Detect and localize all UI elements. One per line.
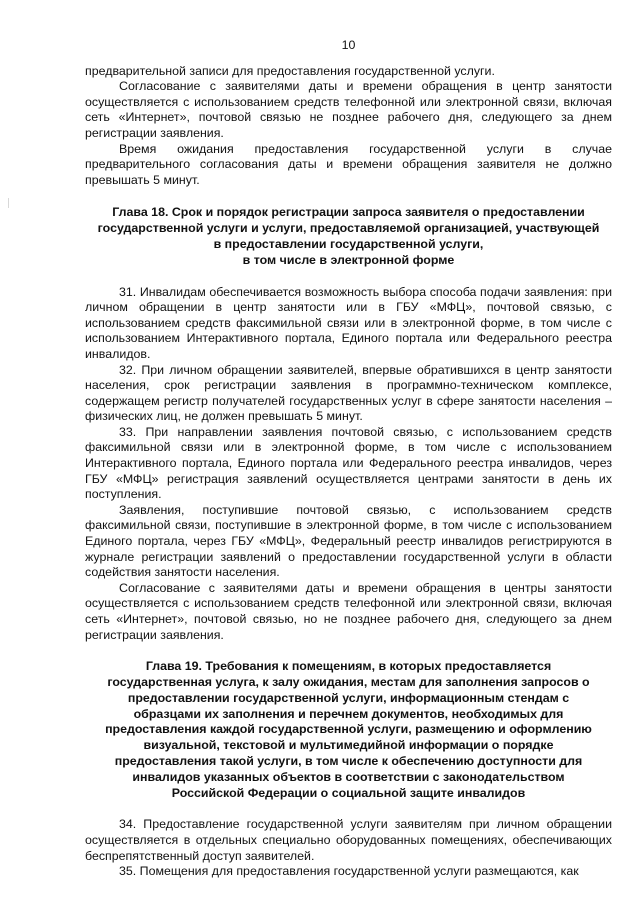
chapter-18-heading-line: в том числе в электронной форме	[242, 252, 455, 267]
paragraph-31: 31. Инвалидам обеспечивается возможность выбора способа подачи заявления: при личном обращении в центр занятости или в ГБУ «МФЦ», почтовой связью, с использованием средств факсимильной связи или в электронной форме, в том числе с использованием Интерактивного портала, Единого портала или Федерального реестра инвалидов.	[85, 284, 612, 361]
document-page	[85, 38, 612, 880]
margin-mark	[8, 198, 9, 208]
paragraph-33: 33. При направлении заявления почтовой связью, с использованием средств факсимильной связи или в электронной форме, в том числе с использованием Интерактивного портала, Единого портала или Федерального реестра инвалидов, через ГБУ «МФЦ» регистрация заявлений осуществляется центрами занятости в день их поступления.	[85, 424, 612, 502]
paragraph-agreement: Согласование с заявителями даты и времени обращения в центр занятости осуществляется с использованием средств телефонной или электронной связи, включая сеть «Интернет», почтовой связью не позднее рабочего дня, следующего за днем регистрации заявления.	[85, 79, 612, 140]
chapter-18-body	[85, 285, 612, 644]
paragraph-agreement-centers: Согласование с заявителями даты и времени обращения в центры занятости осуществляется с использованием средств телефонной или электронной связи, включая сеть «Интернет», почтовой связью, но не позднее рабочего дня, следующего за днем регистрации заявления.	[85, 580, 612, 642]
chapter-18-heading-line: государственной услуги и услуги, предоставляемой организацией, участвующей	[97, 221, 600, 236]
chapter-18-heading	[85, 205, 612, 268]
top-section	[85, 64, 612, 189]
chapter-18-heading-line: Глава 18. Срок и порядок регистрации запроса заявителя о предоставлении	[112, 205, 585, 220]
page-number: 10	[341, 38, 356, 52]
paragraph-registration: Заявления, поступившие почтовой связью, с использованием средств факсимильной связи, поступившие в электронной форме, в том числе с использованием Единого портала, через ГБУ «МФЦ», Федеральный реестр инвалидов регистрируются в журнале регистрации заявлений о предоставлении государственной услуги в области содействия занятости населения.	[85, 502, 612, 580]
paragraph-continuation: предварительной записи для предоставления государственной услуги.	[85, 63, 495, 78]
chapter-19-heading: Глава 19. Требования к помещениям, в которых предоставляется государственная услуга, к залу ожидания, местам для заполнения запросов о предоставлении государственной услуги, информационным стендам с образцами их заполнения и перечнем документов, необходимых для предоставления каждой государственной услуги, размещению и оформлению визуальной, текстовой и мультимедийной информации о порядке предоставления такой услуги, в том числе к обеспечению доступности для инвалидов указанных объектов в соответствии с законодательством Российской Федерации о социальной защите инвалидов	[105, 659, 592, 800]
chapter-19-body	[85, 817, 612, 879]
paragraph-32: 32. При личном обращении заявителей, впервые обратившихся в центр занятости населения, срок регистрации заявления в программно-техническом комплексе, содержащем регистр получателей государственных услуг в сфере занятости населения – физических лиц, не должен превышать 5 минут.	[85, 362, 612, 424]
chapter-18-heading-line: в предоставлении государственной услуги,	[213, 236, 484, 251]
paragraph-35: 35. Помещения для предоставления государственной услуги размещаются, как	[119, 864, 579, 879]
paragraph-waiting-time: Время ожидания предоставления государственной услуги в случае предварительного согласования даты и времени обращения заявителя не должно превышать 5 минут.	[85, 141, 612, 187]
paragraph-34: 34. Предоставление государственной услуги заявителям при личном обращении осуществляется в отдельных специально оборудованных помещениях, обеспечивающих беспрепятственный доступ заявителей.	[85, 817, 612, 863]
